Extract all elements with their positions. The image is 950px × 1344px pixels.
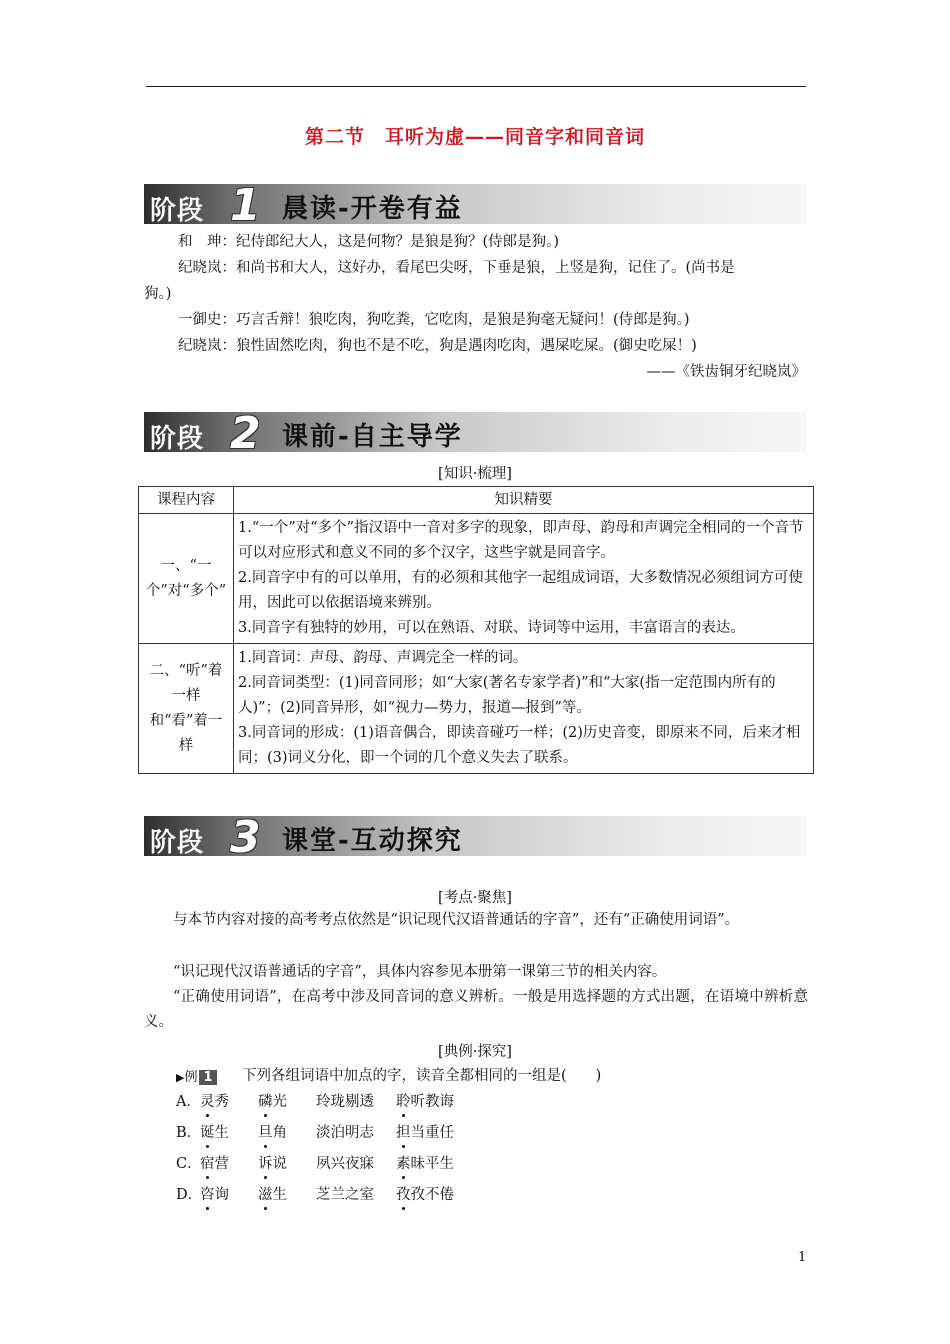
option-word: 夙兴夜寐 bbox=[316, 1156, 374, 1172]
dotted-character: 诉 bbox=[258, 1156, 273, 1172]
table-topic-cell: 一、“一个”对“多个” bbox=[139, 514, 234, 644]
table-header-row bbox=[139, 487, 814, 514]
dialogue-line: 狗。) bbox=[144, 286, 172, 302]
option-word: 诞生 bbox=[200, 1125, 229, 1141]
option-word: 滋生 bbox=[258, 1187, 287, 1203]
option-letter: A． bbox=[176, 1094, 201, 1110]
stage3-banner bbox=[144, 812, 806, 863]
option-word: 玲珑剔透 bbox=[316, 1094, 374, 1110]
dialogue-line: 和 珅：纪侍郎纪大人，这是何物？是狼是狗？(侍郎是狗。) bbox=[178, 234, 560, 250]
option-word: 淡泊明志 bbox=[316, 1125, 374, 1141]
dotted-character: 担 bbox=[396, 1125, 411, 1141]
option-word: 聆听教诲 bbox=[396, 1094, 454, 1110]
option-letter: C． bbox=[176, 1156, 202, 1172]
dotted-character: 旦 bbox=[258, 1125, 273, 1141]
stage-heading: 晨读-开卷有益 bbox=[282, 194, 463, 224]
dotted-character: 灵 bbox=[200, 1094, 215, 1110]
dialogue-line: 纪晓岚：狼性固然吃肉，狗也不是不吃，狗是遇肉吃肉，遇屎吃屎。(御史吃屎！) bbox=[178, 338, 697, 354]
option-word: 担当重任 bbox=[396, 1125, 454, 1141]
content-item: 1.同音词：声母、韵母、声调完全一样的词。 bbox=[238, 650, 528, 666]
content-item: 1.“一个”对“多个”指汉语中一音对多字的现象，即声母、韵母和声调完全相同的一个音节可以对应形式和意义不同的多个汉字，这些字就是同音字。 bbox=[238, 520, 804, 561]
content-item: 3.同音字有独特的妙用，可以在熟语、对联、诗词等中运用，丰富语言的表达。 bbox=[238, 620, 745, 636]
body-paragraph: “正确使用词语”，在高考中涉及同音词的意义辨析。一般是用选择题的方式出题，在语境中辨析意义。 bbox=[144, 989, 808, 1030]
option-word: 素昧平生 bbox=[396, 1156, 454, 1172]
stage-label: 阶段 bbox=[150, 424, 205, 454]
table-header: 知识精要 bbox=[234, 487, 814, 514]
stage-heading: 课堂-互动探究 bbox=[282, 826, 463, 856]
example-badge-text: 例 bbox=[184, 1070, 198, 1085]
stage-label: 阶段 bbox=[150, 196, 205, 226]
stage1-banner bbox=[144, 180, 806, 231]
content-item: 3.同音词的形成：(1)语音偶合，即读音碰巧一样；(2)历史音变，即原来不同，后来才相同；(3)词义分化，即一个词的几个意义失去了联系。 bbox=[238, 725, 801, 766]
dotted-character: 孜 bbox=[396, 1187, 411, 1203]
option-word: 灵秀 bbox=[200, 1094, 229, 1110]
table-topic-cell: 二、“听”着一样和“看”着一样 bbox=[139, 644, 234, 774]
body-paragraph: 与本节内容对接的高考考点依然是“识记现代汉语普通话的字音”，还有“正确使用词语”。 bbox=[173, 912, 740, 928]
table-header: 课程内容 bbox=[139, 487, 234, 514]
option-word: 芝兰之室 bbox=[316, 1187, 374, 1203]
stage-number: 3 bbox=[230, 812, 261, 863]
knowledge-table bbox=[138, 486, 814, 774]
dialogue-line: 一御史：巧言舌辩！狼吃肉，狗吃粪，它吃肉，是狼是狗毫无疑问！(侍郎是狗。) bbox=[178, 312, 690, 328]
content-item: 2.同音词类型：(1)同音同形；如“大家(著名专家学者)”和“大家(指一定范围内所有的人)”；(2)同音异形，如“视力—势力，报道—报到”等。 bbox=[238, 675, 776, 716]
dotted-character: 咨 bbox=[200, 1187, 215, 1203]
example-question: 下列各组词语中加点的字，读音全都相同的一组是( ) bbox=[242, 1068, 602, 1084]
option-word: 咨询 bbox=[200, 1187, 229, 1203]
page-title: 第二节 耳听为虚——同音字和同音词 bbox=[304, 126, 645, 148]
body-paragraph: “识记现代汉语普通话的字音”，具体内容参见本册第一课第三节的相关内容。 bbox=[173, 964, 667, 980]
table-content-cell bbox=[234, 514, 814, 644]
option-word: 旦角 bbox=[258, 1125, 287, 1141]
option-word: 诉说 bbox=[258, 1156, 287, 1172]
dotted-character: 聆 bbox=[396, 1094, 411, 1110]
stage-number: 1 bbox=[230, 180, 261, 231]
source-citation: ——《铁齿铜牙纪晓岚》 bbox=[646, 364, 806, 380]
stage-label: 阶段 bbox=[150, 828, 205, 858]
dialogue-line: 纪晓岚：和尚书和大人，这好办，看尾巴尖呀，下垂是狼，上竖是狗，记住了。(尚书是 bbox=[178, 260, 735, 276]
option-word: 孜孜不倦 bbox=[396, 1187, 454, 1203]
option-letter: B． bbox=[176, 1125, 202, 1141]
option-word: 宿营 bbox=[200, 1156, 229, 1172]
content-item: 2.同音字中有的可以单用，有的必须和其他字一起组成词语，大多数情况必须组词方可使用，因此可以依据语境来辨别。 bbox=[238, 570, 803, 611]
triangle-icon: ▶ bbox=[176, 1071, 185, 1084]
option-letter: D． bbox=[176, 1187, 203, 1203]
dotted-character: 诞 bbox=[200, 1125, 215, 1141]
example-number: 1 bbox=[199, 1070, 216, 1085]
stage2-banner bbox=[144, 408, 806, 459]
dotted-character: 滋 bbox=[258, 1187, 273, 1203]
dotted-character: 素 bbox=[396, 1156, 411, 1172]
knowledge-section-label: [知识·梳理] bbox=[438, 466, 512, 482]
table-row bbox=[139, 644, 814, 774]
example-section-label: [典例·探究] bbox=[438, 1044, 512, 1060]
stage-number: 2 bbox=[230, 408, 261, 459]
dotted-character: 宿 bbox=[200, 1156, 215, 1172]
header-rule bbox=[146, 86, 806, 87]
table-row bbox=[139, 514, 814, 644]
dotted-character: 磷 bbox=[258, 1094, 273, 1110]
table-content-cell bbox=[234, 644, 814, 774]
focus-section-label: [考点·聚焦] bbox=[438, 890, 512, 906]
option-word: 磷光 bbox=[258, 1094, 287, 1110]
stage-heading: 课前-自主导学 bbox=[282, 422, 463, 452]
page-number: 1 bbox=[798, 1250, 807, 1265]
example-badge bbox=[176, 1066, 217, 1085]
